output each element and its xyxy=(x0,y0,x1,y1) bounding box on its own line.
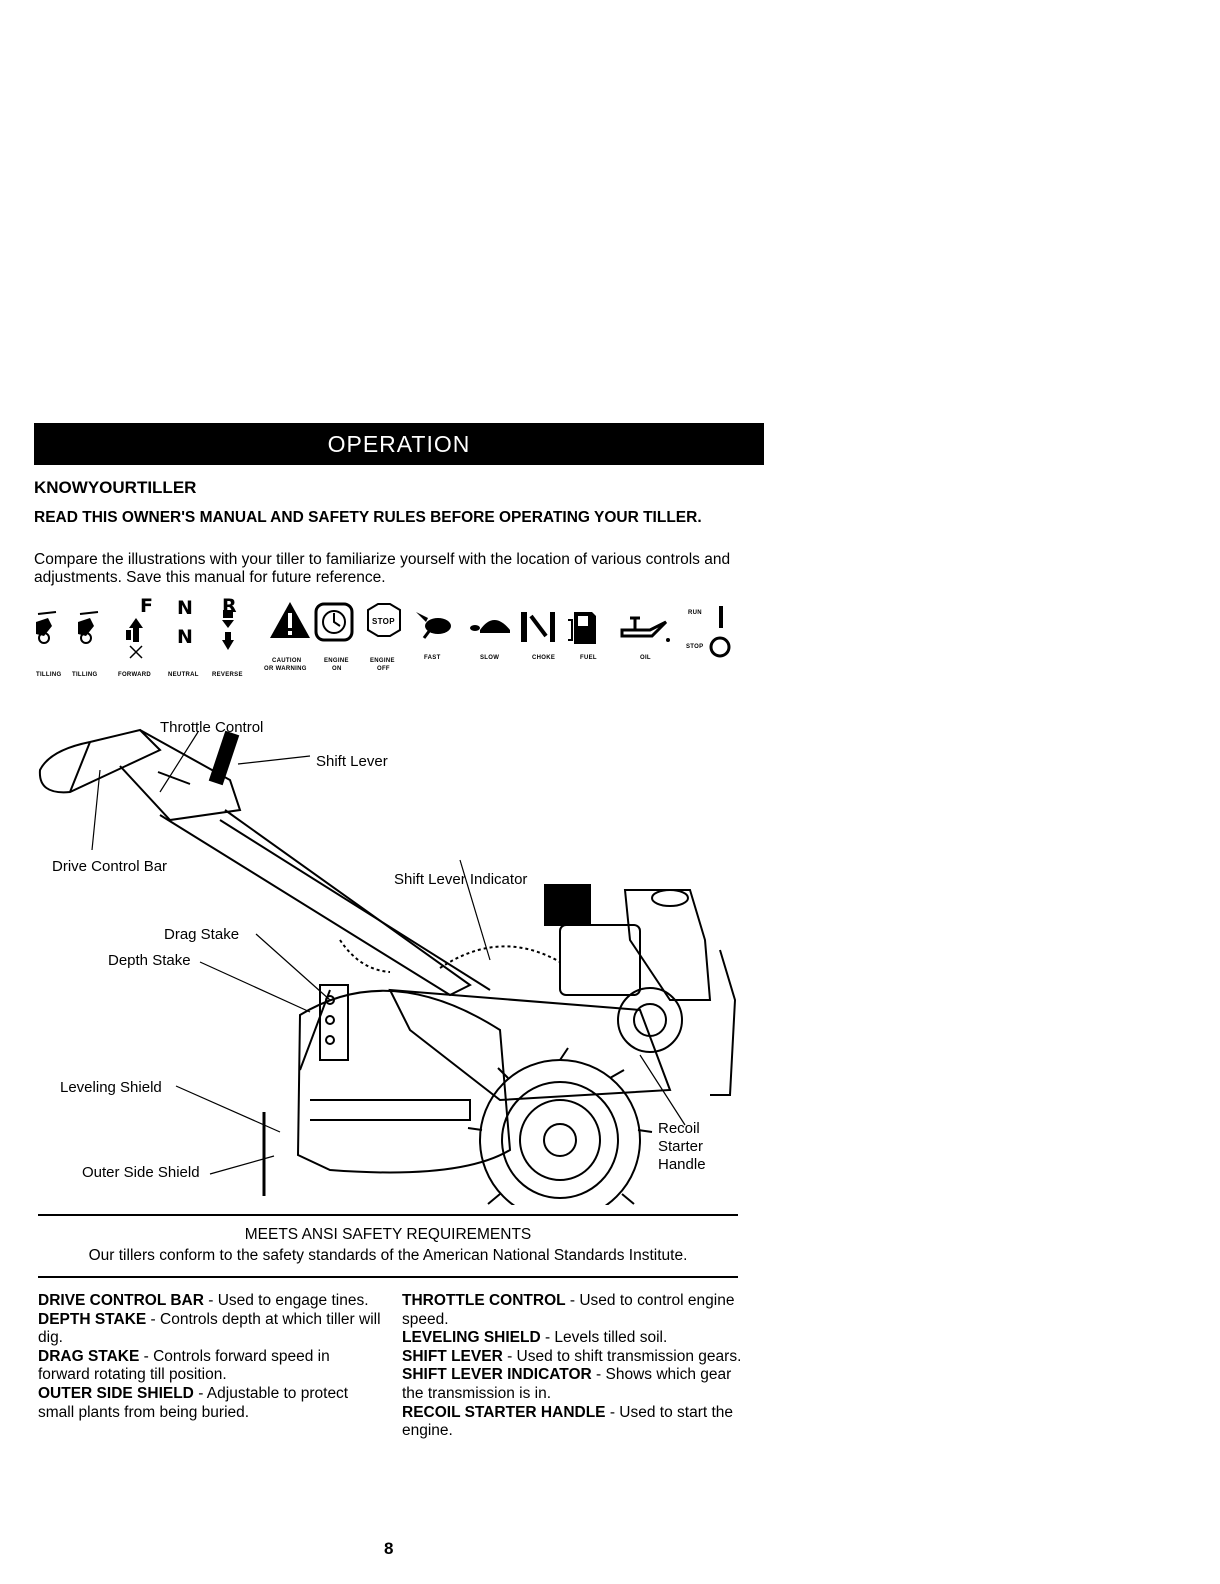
ansi-title: MEETS ANSI SAFETY REQUIREMENTS xyxy=(244,1226,532,1243)
turtle-icon xyxy=(470,620,510,633)
fuel-icon xyxy=(568,612,596,644)
label-tilling-1: TILLING xyxy=(36,672,62,678)
section-banner xyxy=(34,423,764,465)
callout-recoil-3: Handle xyxy=(658,1156,706,1173)
label-slow: SLOW xyxy=(480,655,500,661)
divider-top xyxy=(38,1214,738,1216)
run-stop-icon xyxy=(711,606,729,656)
label-neutral: NEUTRAL xyxy=(168,672,199,678)
callout-drive-control-bar: Drive Control Bar xyxy=(52,858,168,875)
callout-shift-lever-indicator: Shift Lever Indicator xyxy=(394,871,528,888)
label-forward: FORWARD xyxy=(118,672,151,678)
oil-icon xyxy=(622,618,670,642)
neutral-letter-low: N xyxy=(177,626,193,648)
tilling-icon-1 xyxy=(36,612,56,643)
desc-item: OUTER SIDE SHIELD - Adjustable to protect small plants from being buried. xyxy=(38,1384,349,1421)
callout-drag-stake: Drag Stake xyxy=(164,926,240,943)
warning-text: READ THIS OWNER'S MANUAL AND SAFETY RULES BEFORE OPERATING YOUR TILLER. xyxy=(34,509,702,526)
choke-icon xyxy=(521,612,555,642)
ansi-text: Our tillers conform to the safety standards of the American National Standards Institute. xyxy=(88,1247,688,1264)
label-oil: OIL xyxy=(640,655,651,661)
desc-item: LEVELING SHIELD - Levels tilled soil. xyxy=(402,1329,668,1347)
symbol-strip xyxy=(34,595,754,680)
intro-text: Compare the illustrations with your tiller to familiarize yourself with the location of various controls and adjustments. Save this manual for future reference. xyxy=(34,551,731,586)
desc-item: SHIFT LEVER - Used to shift transmission gears. xyxy=(402,1347,742,1365)
label-run: RUN xyxy=(688,610,702,616)
desc-item: DEPTH STAKE - Controls depth at which tiller will dig. xyxy=(38,1310,381,1347)
callout-shift-lever: Shift Lever xyxy=(316,753,388,770)
rabbit-icon xyxy=(416,612,451,638)
label-fast: FAST xyxy=(424,655,441,661)
callout-throttle-control: Throttle Control xyxy=(160,719,264,736)
stop-sign-text: STOP xyxy=(372,617,395,626)
banner-title: OPERATION xyxy=(327,430,471,457)
desc-item: THROTTLE CONTROL - Used to control engine speed. xyxy=(402,1292,735,1328)
desc-item: SHIFT LEVER INDICATOR - Shows which gear the transmission is in. xyxy=(402,1366,732,1402)
reverse-letter: R xyxy=(222,595,237,617)
divider-bottom xyxy=(38,1276,738,1278)
callout-outer-side-shield: Outer Side Shield xyxy=(82,1164,200,1181)
desc-item: RECOIL STARTER HANDLE - Used to start the engine. xyxy=(402,1403,734,1440)
label-stop: STOP xyxy=(686,644,704,650)
label-engine-off-1: ENGINE xyxy=(370,658,395,664)
label-engine-off-2: OFF xyxy=(377,666,390,672)
page-number: 8 xyxy=(384,1539,394,1558)
section-title: KNOWYOURTILLER xyxy=(34,478,197,497)
label-choke: CHOKE xyxy=(532,655,556,661)
neutral-letter-top: N xyxy=(177,597,193,619)
label-engine-on-1: ENGINE xyxy=(324,658,349,664)
label-caution-2: OR WARNING xyxy=(264,666,307,672)
callout-leveling-shield: Leveling Shield xyxy=(60,1079,162,1096)
engine-on-icon xyxy=(316,604,352,640)
forward-letter: F xyxy=(140,595,153,617)
tiller-diagram xyxy=(30,700,760,1205)
label-tilling-2: TILLING xyxy=(72,672,98,678)
desc-item: DRAG STAKE - Controls forward speed in forward rotating till position. xyxy=(38,1347,330,1384)
forward-arrow-icon xyxy=(126,618,143,658)
label-caution-1: CAUTION xyxy=(272,658,302,664)
label-fuel: FUEL xyxy=(580,655,597,661)
desc-item: DRIVE CONTROL BAR - Used to engage tines. xyxy=(38,1292,369,1309)
tilling-icon-2 xyxy=(78,612,98,643)
descriptions-left xyxy=(38,1292,383,1422)
callout-depth-stake: Depth Stake xyxy=(108,952,191,969)
caution-icon xyxy=(270,602,310,638)
descriptions-right xyxy=(402,1292,747,1441)
callout-recoil-1: Recoil xyxy=(658,1120,700,1137)
label-engine-on-2: ON xyxy=(332,666,342,672)
label-reverse: REVERSE xyxy=(212,672,243,678)
callout-recoil-2: Starter xyxy=(658,1138,704,1155)
